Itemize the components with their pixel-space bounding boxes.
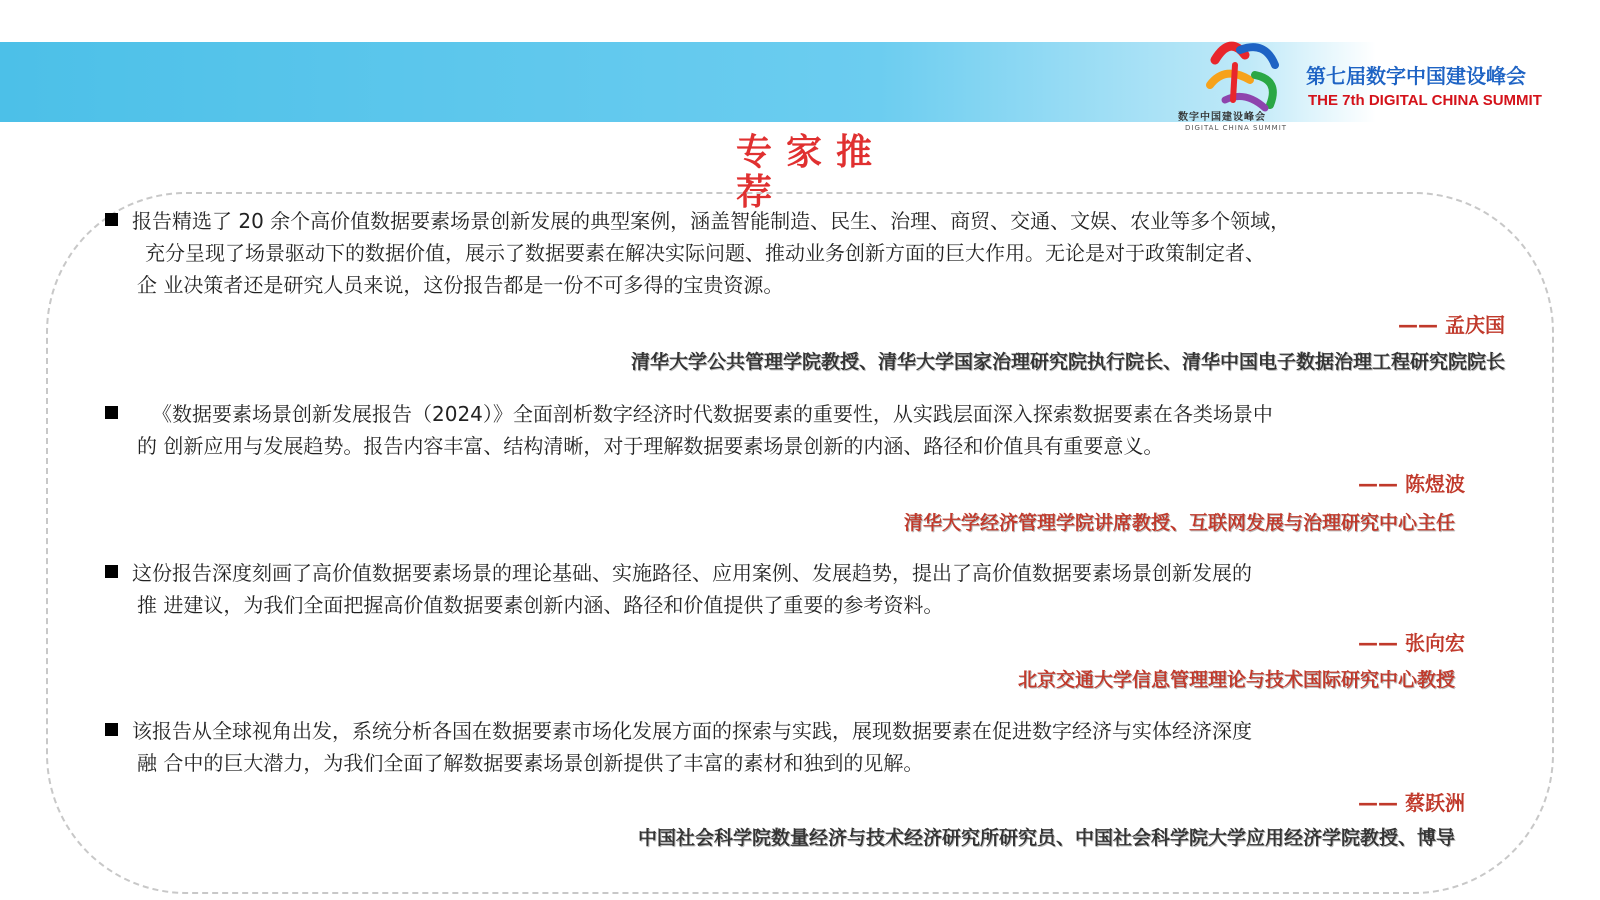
recommendation-text: 《数据要素场景创新发展报告（2024）》全面剖析数字经济时代数据要素的重要性，从实践层面深入探索数据要素在各类场景中 的 创新应用与发展趋势。报告内容丰富、结构清晰，对于理解数据要素场景创新的内涵、路径和价值具有重要意义。 [105,398,1505,462]
summit-name-cn: 第七届数字中国建设峰会 [1306,64,1526,88]
recommendation-item-4 [105,715,1505,855]
page-title: 专家推荐 [736,132,887,213]
summit-name-en: THE 7th DIGITAL CHINA SUMMIT [1308,92,1542,109]
recommendation-text: 该报告从全球视角出发，系统分析各国在数据要素市场化发展方面的探索与实践，展现数据要素在促进数字经济与实体经济深度 融 合中的巨大潜力，为我们全面了解数据要素场景创新提供了丰富的素材和独到的见解。 [105,715,1505,779]
author-affiliation: 清华大学经济管理学院讲席教授、互联网发展与治理研究中心主任 [903,512,1455,534]
author-name: —— 蔡跃洲 [1358,791,1465,815]
recommendation-item-1 [105,205,1505,375]
logo-caption: 数字中国建设峰会 [1178,112,1266,123]
bullet-icon [105,406,118,419]
recommendation-item-2 [105,398,1505,538]
bullet-icon [105,565,118,578]
recommendation-text: 报告精选了 20 余个高价值数据要素场景创新发展的典型案例，涵盖智能制造、民生、治理、商贸、交通、文娱、农业等多个领域， 充分呈现了场景驱动下的数据价值，展示了数据要素在解决实际问题、推动业务创新方面的巨大作用。无论是对于政策制定者、 企 业决策者还是研究人员来说，这份报告都是一份不可多得的宝贵资源。 [105,205,1505,301]
recommendation-text: 这份报告深度刻画了高价值数据要素场景的理论基础、实施路径、应用案例、发展趋势，提出了高价值数据要素场景创新发展的 推 进建议，为我们全面把握高价值数据要素创新内涵、路径和价值提供了重要的参考资料。 [105,557,1505,621]
author-affiliation: 北京交通大学信息管理理论与技术国际研究中心教授 [1017,669,1455,691]
recommendation-item-3 [105,557,1505,697]
author-affiliation: 中国社会科学院数量经济与技术经济研究所研究员、中国社会科学院大学应用经济学院教授、博导 [637,827,1455,849]
author-name: —— 陈煜波 [1358,472,1465,496]
author-affiliation: 清华大学公共管理学院教授、清华大学国家治理研究院执行院长、清华中国电子数据治理工程研究院院长 [630,351,1505,373]
author-name: —— 张向宏 [1358,631,1465,655]
author-name: —— 孟庆国 [1398,313,1505,337]
bullet-icon [105,213,118,226]
bullet-icon [105,723,118,736]
logo-caption-en: DIGITAL CHINA SUMMIT [1185,124,1288,132]
